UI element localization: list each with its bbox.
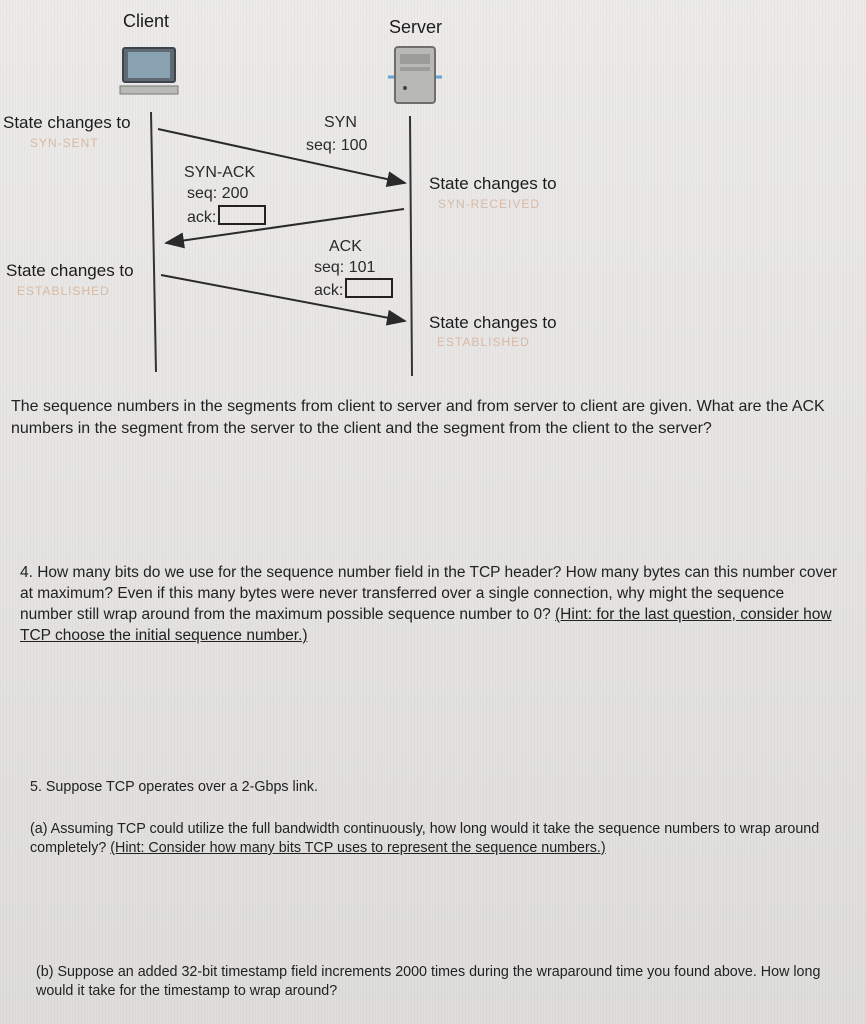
server-label: Server [389,17,443,37]
server-tower-icon [388,47,442,103]
ack-ack-input-box[interactable] [345,278,393,298]
client-state-1: State changes to [3,113,131,132]
client-state-1-value: SYN-SENT [30,136,99,150]
question-4-hint: (Hint: for the last question, consider how TCP choose the initial sequence number.) [20,606,832,644]
question-5b-text: (b) Suppose an added 32-bit timestamp field increments 2000 times during the wraparound time you found above. How long would it take for the timestamp to wrap around? [36,964,821,999]
server-state-2: State changes to [429,313,557,332]
question-3-text: The sequence numbers in the segments from client to server and from server to client are given. What are the ACK numbers in the segment from the server to the client and the segment from the client to the server? [11,398,825,437]
server-timeline [410,116,412,376]
ack-label: ACK [329,238,362,255]
synack-ack-label: ack: [187,209,217,226]
synack-ack-row [187,205,266,227]
question-5a-hint: (Hint: Consider how many bits TCP uses to represent the sequence numbers.) [110,840,606,856]
synack-label: SYN-ACK [184,164,256,181]
synack-ack-input-box[interactable] [218,205,266,225]
client-state-2: State changes to [6,261,134,280]
syn-seq: seq: 100 [306,137,368,154]
syn-label: SYN [324,114,357,131]
synack-seq: seq: 200 [187,185,249,202]
client-state-2-value: ESTABLISHED [17,284,110,298]
question-5a [30,820,820,858]
handshake-diagram [0,0,866,400]
ack-ack-label: ack: [314,282,344,299]
server-state-2-value: ESTABLISHED [437,335,530,349]
question-5a-text: (a) Assuming TCP could utilize the full bandwidth continuously, how long would it take the sequence numbers to wrap around completely? [30,821,820,856]
question-4 [20,562,840,646]
ack-seq: seq: 101 [314,259,376,276]
server-state-1-value: SYN-RECEIVED [438,197,541,211]
server-state-1: State changes to [429,174,557,193]
question-5-intro: 5. Suppose TCP operates over a 2-Gbps link. [30,779,318,795]
client-timeline [151,112,156,372]
question-4-text: 4. How many bits do we use for the sequence number field in the TCP header? How many bytes can this number cover at maximum? Even if this many bytes were never transferred over a single connection, why might the sequence number still wrap around from the maximum possible sequence number to 0? [20,564,838,623]
ack-ack-row [314,278,393,300]
client-computer-icon [120,48,178,94]
client-label: Client [123,11,170,31]
